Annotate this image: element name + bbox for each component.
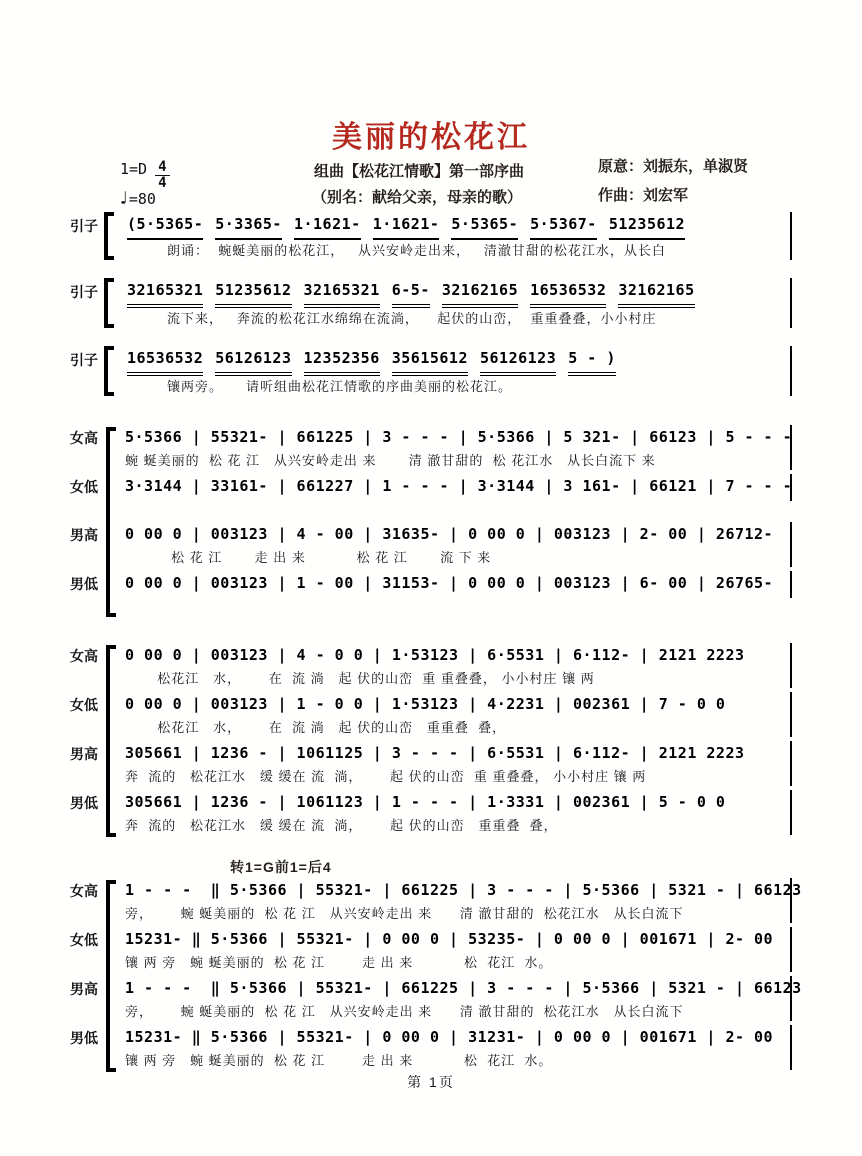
notes-line [127,212,784,240]
intro-label: 引子 [70,352,98,368]
voice-row-alto [70,474,792,518]
lyrics-line: 镶两旁。 请听组曲松花江情歌的序曲美丽的松花江。 [167,379,513,394]
voice-label: 男高 [70,746,98,762]
notes-line: 15231- ‖ 5·5366 | 55321- | 0 00 0 | 53235- | 0 00 0 | 001671 | 2- 00 [125,930,774,948]
note-group: 32162165 [442,278,518,308]
note-group: 6-5- [392,278,430,308]
voice-row-alto [70,692,792,737]
voice-row-tenor [70,976,802,1021]
tempo-value: =80 [128,190,156,208]
intro-section [70,212,792,414]
notes-line: 5·5366 | 55321- | 661225 | 3 - - - | 5·5366 | 5 321- | 66123 | 5 - - - [125,428,793,446]
note-group: 56126123 [480,346,556,376]
system-bracket-icon [106,645,117,837]
voice-row-tenor [70,522,792,567]
choir-system-3 [70,859,802,1074]
note-group: 5 - ) [568,346,616,376]
lyrics-line: 旁， 蜿 蜒美丽的 松 花 江 从兴安岭走出 来 清 澈甘甜的 松花江水 从长白流下 [125,1004,684,1019]
voice-label: 男高 [70,527,98,543]
voice-label: 女高 [70,883,98,899]
voice-row-alto [70,927,792,972]
note-group: 5·5365- [451,212,518,240]
lyrics-line: 流下来， 奔流的松花江水绵绵在流淌， 起伏的山峦， 重重叠叠，小小村庄 [167,311,657,326]
note-group: 56126123 [215,346,291,376]
suite-subtitle: 组曲【松花江情歌】第一部序曲 [314,163,525,180]
note-group: 35615612 [392,346,468,376]
lyrics-line: 旁， 蜿 蜒美丽的 松 花 江 从兴安岭走出 来 清 澈甘甜的 松花江水 从长白流下 [125,906,684,921]
notes-line: 305661 | 1236 - | 1061125 | 3 - - - | 6·5531 | 6·112- | 2121 2223 [125,744,745,762]
system-bracket-icon [106,427,117,617]
notes-line [127,278,784,308]
voice-row-bass [70,790,792,835]
lyrics-line: 松花江 水， 在 流 淌 起 伏的山峦 重 重叠叠， 小小村庄 镶 两 [125,671,595,686]
note-group: 32165321 [304,278,380,308]
note-group: 16536532 [530,278,606,308]
note-group: 16536532 [127,346,203,376]
system-bracket-icon [104,278,115,328]
voice-row-bass [70,1025,792,1070]
intro-line-content [119,278,792,328]
choir-system-1 [70,425,792,619]
system-bracket-icon [104,346,115,396]
voice-label: 女低 [70,697,98,713]
intro-line-2 [70,278,792,328]
intro-label: 引子 [70,218,98,234]
time-signature-numerator: 4 [155,160,169,176]
notes-line: 1 - - - ‖ 5·5366 | 55321- | 661225 | 3 - - - | 5·5366 | 5321 - | 66123 [125,979,802,997]
voice-label: 女低 [70,479,98,495]
key-label: 1=D [120,160,148,178]
lyrics-line: 松 花 江 走 出 来 松 花 江 流 下 来 [125,550,492,565]
notes-line: 0 00 0 | 003123 | 4 - 0 0 | 1·53123 | 6·5531 | 6·112- | 2121 2223 [125,646,745,664]
note-group: 32162165 [618,278,694,308]
notes-line: 3·3144 | 33161- | 661227 | 1 - - - | 3·3144 | 3 161- | 66121 | 7 - - - [125,477,793,495]
intro-line-3 [70,346,792,396]
lyrics-line: 镶 两 旁 蜿 蜒美丽的 松 花 江 走 出 来 松 花江 水。 [125,1053,553,1068]
system-bracket-icon [104,212,115,260]
composer-credit: 作曲：刘宏军 [598,187,689,204]
note-group: 1·1621- [294,212,361,240]
note-group: 51235612 [609,212,685,240]
notes-line: 305661 | 1236 - | 1061123 | 1 - - - | 1·3331 | 002361 | 5 - 0 0 [125,793,726,811]
alternate-name-subtitle: （别名：献给父亲，母亲的歌） [312,189,523,206]
time-signature-denominator: 4 [158,174,167,191]
voice-label: 女高 [70,648,98,664]
tempo-marking [118,188,156,209]
lyrics-line: 朗诵： 蜿蜒美丽的松花江， 从兴安岭走出来， 清澈甘甜的松花江水，从长白 [167,243,666,258]
note-group: 32165321 [127,278,203,308]
notes-line: 15231- ‖ 5·5366 | 55321- | 0 00 0 | 31231- | 0 00 0 | 001671 | 2- 00 [125,1028,774,1046]
lyrics-line: 奔 流的 松花江水 缓 缓在 流 淌， 起 伏的山峦 重 重叠叠， 小小村庄 镶 两 [125,769,647,784]
notes-line: 0 00 0 | 003123 | 1 - 00 | 31153- | 0 00 0 | 003123 | 6- 00 | 26765- [125,574,774,592]
intro-line-content [119,346,792,396]
voice-label: 男低 [70,1030,98,1046]
voice-label: 男低 [70,795,98,811]
modulation-marker: 转1=G前1=后4 [230,859,332,875]
voice-row-soprano [70,643,792,688]
original-credit: 原意：刘振东，单淑贤 [598,158,749,175]
voice-label: 女高 [70,430,98,446]
page-number: 第 1页 [407,1074,455,1090]
lyrics-line: 奔 流的 松花江水 缓 缓在 流 淌， 起 伏的山峦 重重叠 叠， [125,818,558,833]
lyrics-line: 蜿 蜒美丽的 松 花 江 从兴安岭走出 来 清 澈甘甜的 松 花江水 从长白流下 来 [125,453,656,468]
time-signature [155,160,169,190]
intro-line-1 [70,212,792,260]
intro-line-content [119,212,792,260]
voice-row-soprano [70,878,802,923]
notes-line [127,346,784,376]
choir-system-2 [70,643,792,839]
voice-row-bass [70,571,792,615]
voice-label: 男高 [70,981,98,997]
note-group: 1·1621- [373,212,440,240]
voice-row-soprano [70,425,792,470]
intro-label: 引子 [70,284,98,300]
notes-line: 1 - - - ‖ 5·5366 | 55321- | 661225 | 3 - - - | 5·5366 | 5321 - | 66123 [125,881,802,899]
key-signature [120,160,170,190]
notes-line: 0 00 0 | 003123 | 1 - 0 0 | 1·53123 | 4·2231 | 002361 | 7 - 0 0 [125,695,726,713]
note-group: 51235612 [215,278,291,308]
note-group: 5·3365- [215,212,282,240]
quarter-note-icon: ♩ [118,188,129,209]
voice-label: 女低 [70,932,98,948]
system-bracket-icon [106,880,117,1072]
lyrics-line: 镶 两 旁 蜿 蜒美丽的 松 花 江 走 出 来 松 花江 水。 [125,955,553,970]
notes-line: 0 00 0 | 003123 | 4 - 00 | 31635- | 0 00 0 | 003123 | 2- 00 | 26712- [125,525,774,543]
voice-row-tenor [70,741,792,786]
note-group: 12352356 [304,346,380,376]
lyrics-line: 松花江 水， 在 流 淌 起 伏的山峦 重重叠 叠， [125,720,507,735]
note-group: (5·5365- [127,212,203,240]
note-group: 5·5367- [530,212,597,240]
page-title: 美丽的松花江 [332,121,530,154]
voice-label: 男低 [70,576,98,592]
